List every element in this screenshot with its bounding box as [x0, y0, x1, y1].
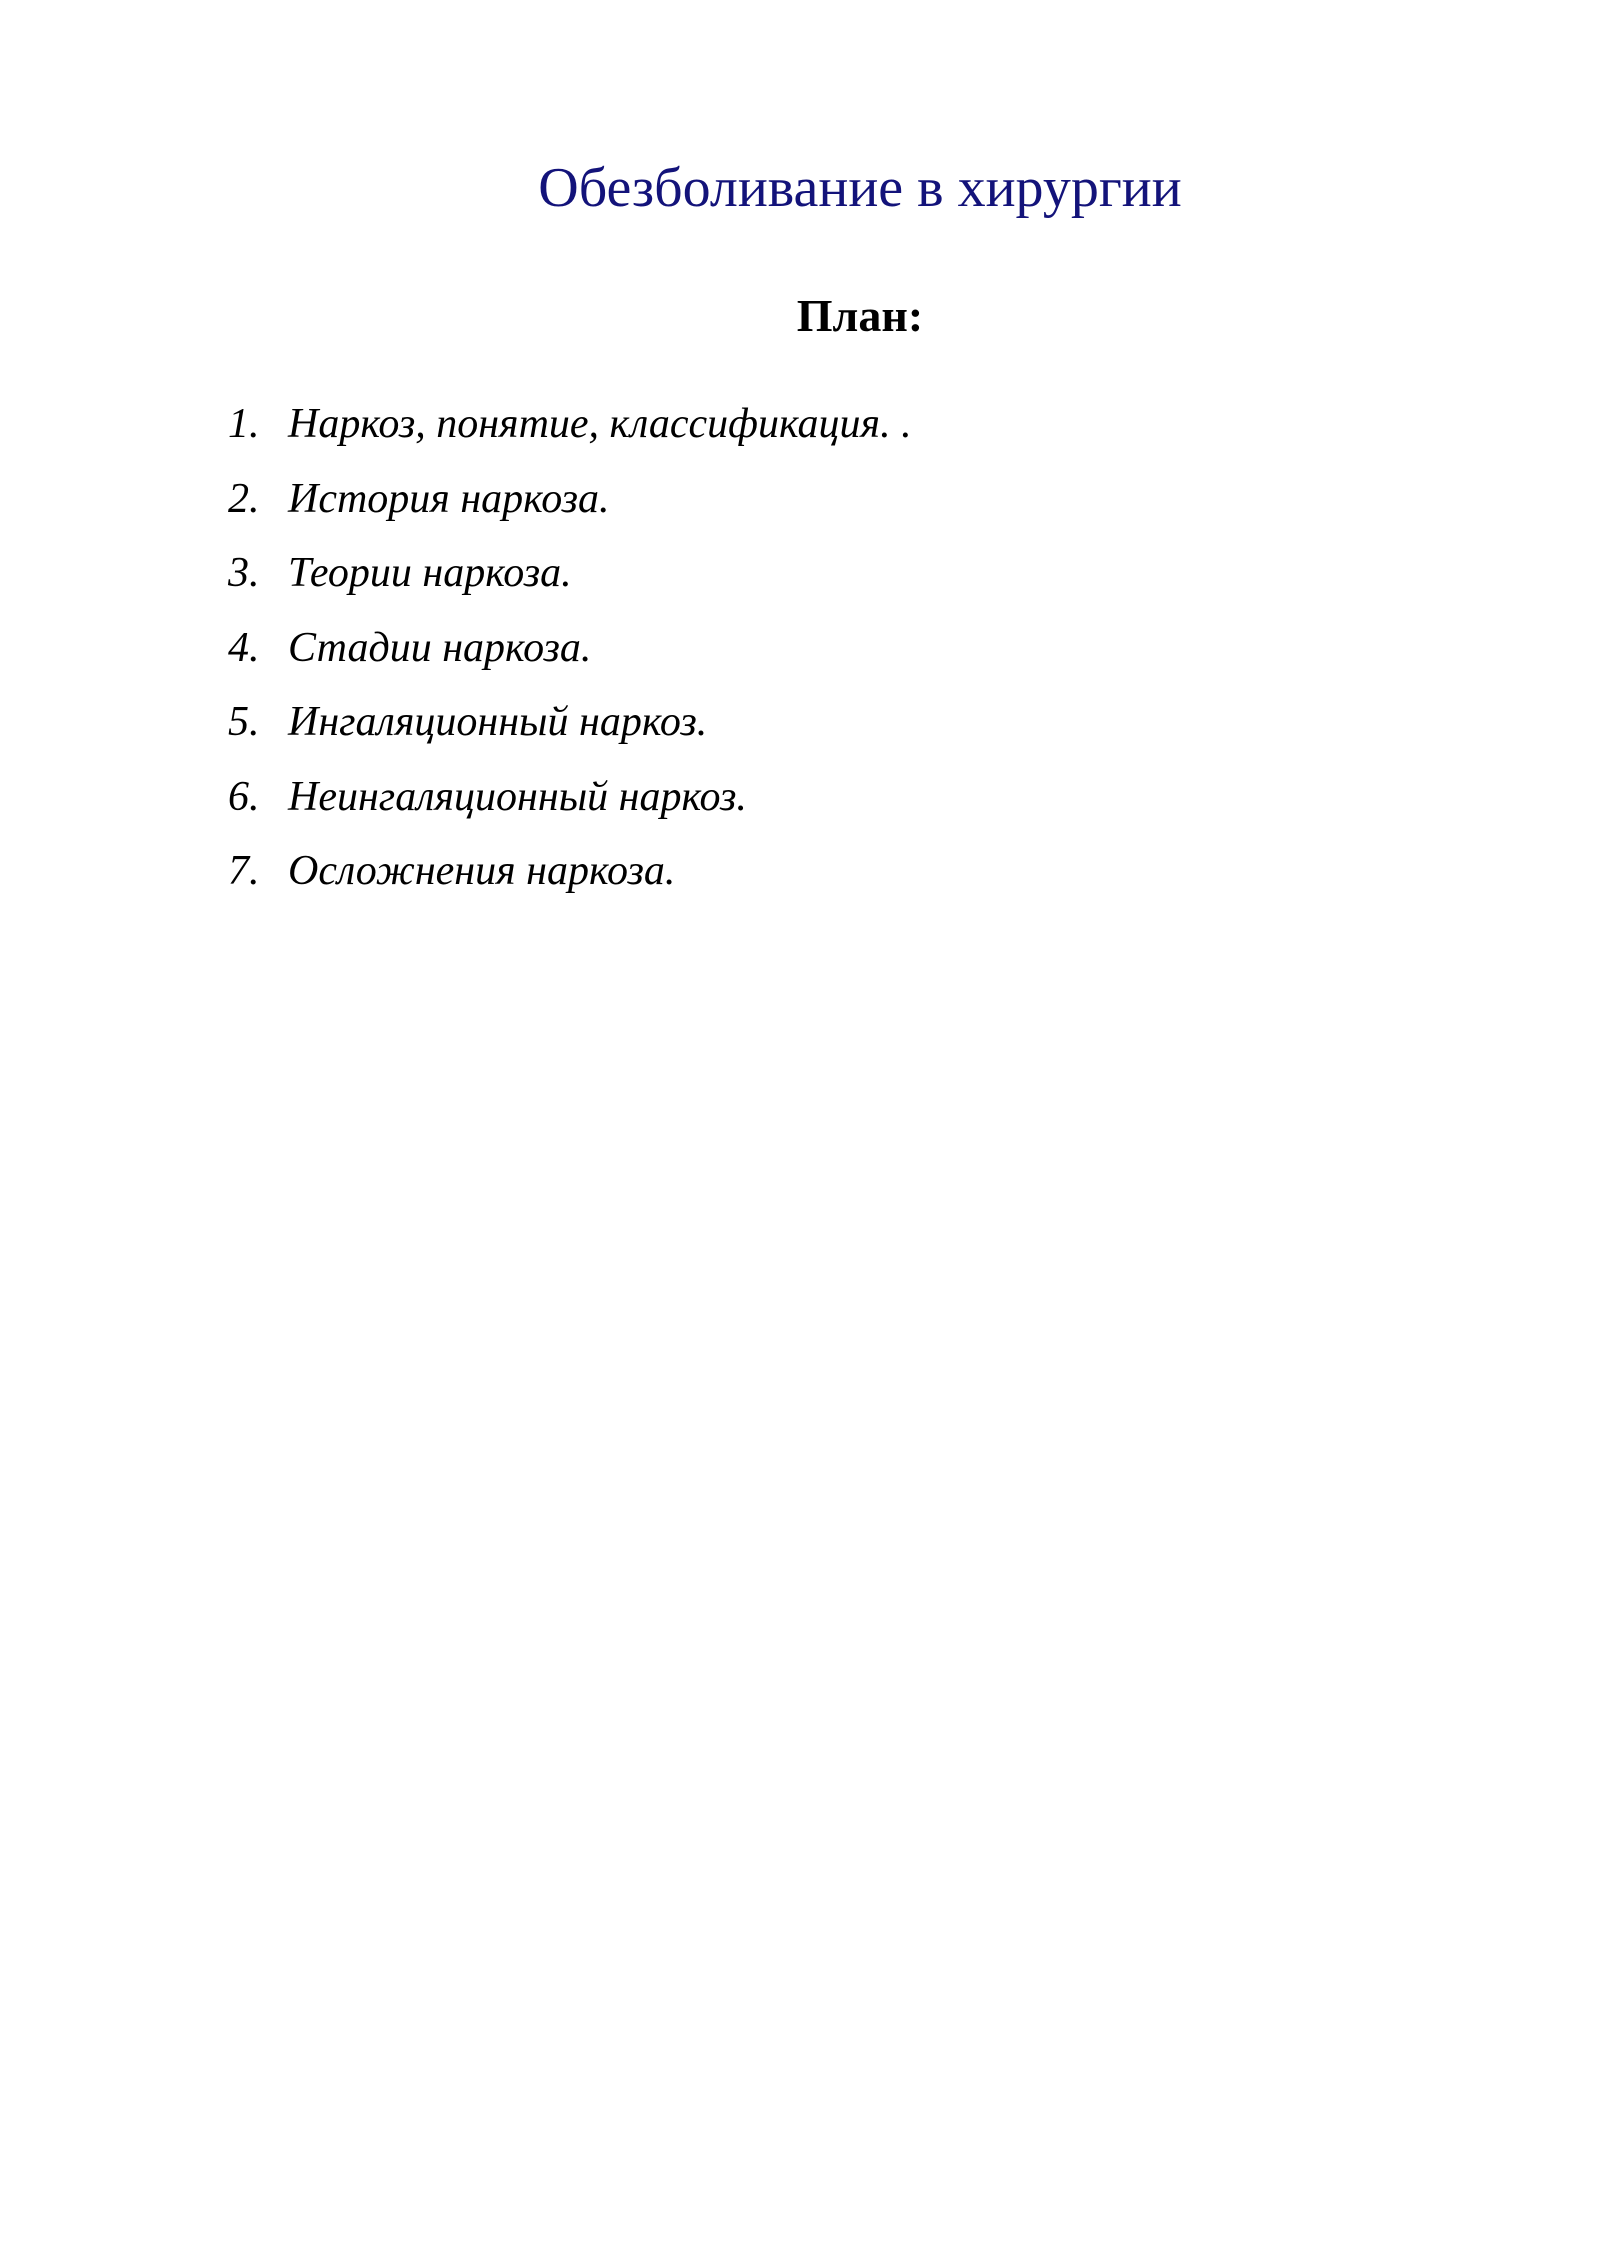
plan-item-number: 5.	[228, 699, 260, 745]
plan-item-text: Ингаляционный наркоз.	[288, 699, 708, 745]
plan-item-number: 6.	[228, 773, 260, 820]
plan-item-text: Стадии наркоза.	[288, 624, 592, 671]
plan-item-text: История наркоза.	[288, 475, 610, 522]
plan-item-text: Наркоз, понятие, классификация. .	[288, 401, 912, 447]
plan-item-number: 3.	[228, 550, 260, 596]
plan-item-number: 7.	[228, 848, 260, 894]
plan-item-number: 1.	[228, 401, 260, 447]
plan-item	[228, 543, 912, 618]
plan-item	[228, 469, 912, 544]
plan-item-text: Осложнения наркоза.	[288, 848, 676, 894]
plan-item-number: 2.	[228, 475, 260, 522]
document-title: Обезболивание в хирургии	[538, 157, 1182, 219]
plan-item	[228, 767, 912, 842]
plan-item	[228, 394, 912, 469]
plan-item	[228, 692, 912, 767]
plan-item	[228, 841, 912, 916]
plan-list	[228, 394, 912, 916]
plan-item-text: Неингаляционный наркоз.	[288, 773, 747, 820]
plan-item-text: Теории наркоза.	[288, 550, 572, 596]
plan-heading: План:	[796, 290, 924, 341]
plan-item-number: 4.	[228, 624, 260, 671]
plan-item	[228, 618, 912, 693]
